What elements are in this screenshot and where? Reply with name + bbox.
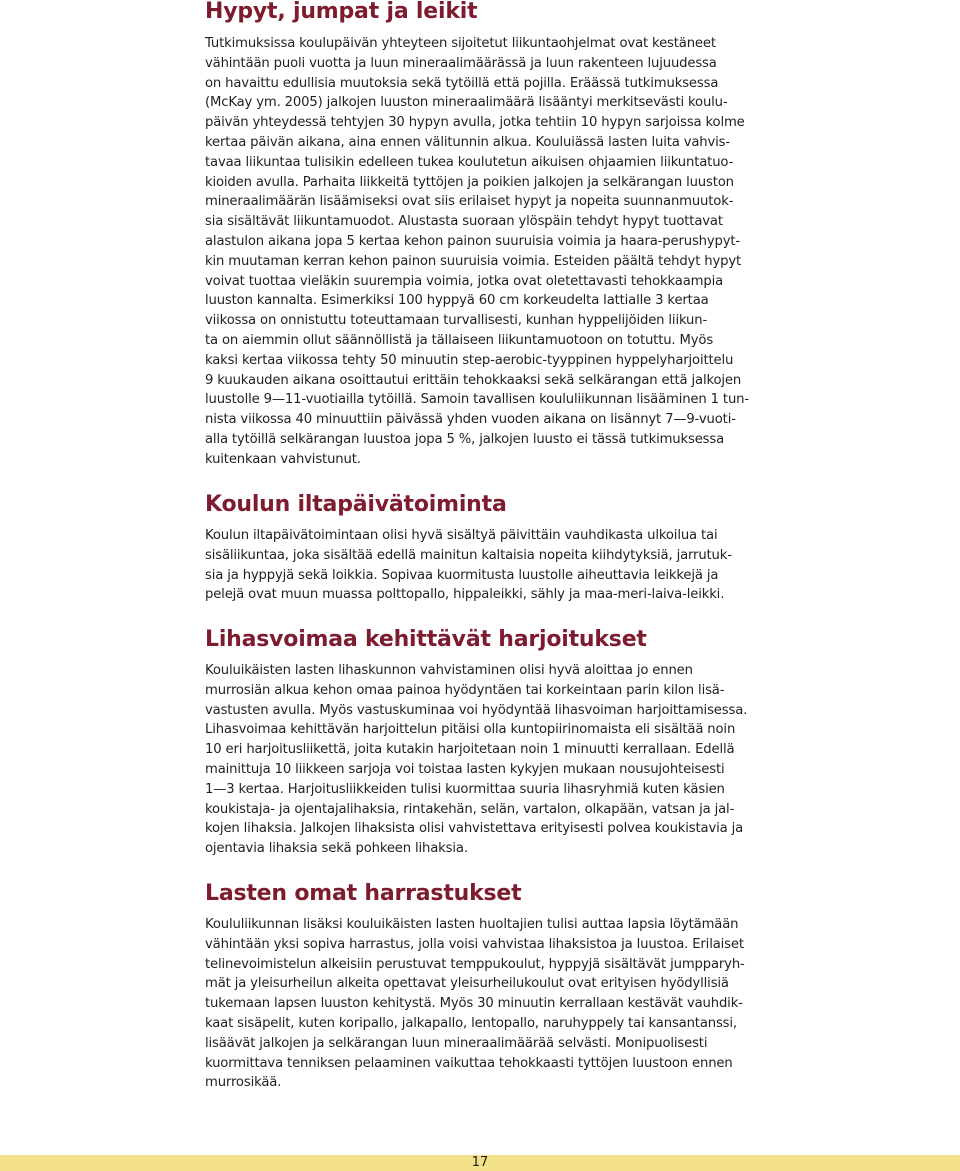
paragraph-line: mineraalimäärän lisäämiseksi ovat siis erilaiset hypyt ja nopeita suunnanmuutok- [205, 194, 734, 210]
section-body-harrastukset [205, 915, 745, 1093]
paragraph-line: kojen lihaksia. Jalkojen lihaksista olisi vahvistettava erityisesti polvea koukistavia ja [205, 821, 744, 837]
paragraph-line: (McKay ym. 2005) jalkojen luuston mineraalimäärä lisääntyi merkitsevästi koulu- [205, 95, 728, 111]
paragraph-line: telinevoimistelun alkeisiin perustuvat temppukoulut, hyppyjä sisältävät jumpparyh- [205, 956, 745, 972]
paragraph-line: Tutkimuksissa koulupäivän yhteyteen sijoitetut liikuntaohjelmat ovat kestäneet [205, 36, 716, 51]
paragraph-line: alastulon aikana jopa 5 kertaa kehon painon suuruisia voimia ja haara-perushypyt- [205, 233, 741, 249]
paragraph-line: vähintään puoli vuotta ja luun mineraalimäärässä ja luun rakenteen lujuudessa [205, 55, 717, 71]
paragraph-line: lisäävät jalkojen ja selkärangan luun mineraalimäärää selvästi. Monipuolisesti [205, 1035, 708, 1051]
paragraph-line: 1—3 kertaa. Harjoitusliikkeiden tulisi kuormittaa suuria lihasryhmiä kuten käsien [205, 781, 725, 797]
paragraph-line: vastusten avulla. Myös vastuskuminaa voi hyödyntää lihasvoiman harjoittamisessa. [205, 702, 748, 718]
paragraph-line: päivän yhteydessä tehtyjen 30 hypyn avulla, jotka tehtiin 10 hypyn sarjoissa kolme [205, 115, 745, 131]
paragraph-line: Lihasvoimaa kehittävän harjoittelun pitäisi olla kuntopiirinomaista eli sisältää noin [205, 722, 736, 738]
paragraph-line: 10 eri harjoitusliikettä, joita kutakin harjoitetaan noin 1 minuutti kerrallaan. Edellä [205, 742, 735, 758]
paragraph-line: Koulun iltapäivätoimintaan olisi hyvä sisältyä päivittäin vauhdikasta ulkoilua tai [205, 528, 718, 543]
paragraph-line: tukemaan lapsen luuston kehitystä. Myös 30 minuutin kerrallaan kestävät vauhdik- [205, 996, 743, 1012]
paragraph-line: sia ja hyppyjä sekä loikkia. Sopivaa kuormitusta luustolle aiheuttavia leikkejä ja [205, 567, 719, 583]
section-body-iltapaivatoiminta [205, 526, 732, 605]
paragraph-line: Kouluikäisten lasten lihaskunnon vahvistaminen olisi hyvä aloittaa jo ennen [205, 663, 693, 678]
paragraph-line: Koululiikunnan lisäksi kouluikäisten lasten huoltajien tulisi auttaa lapsia löytämään [205, 917, 739, 932]
paragraph-line: kin muutaman kerran kehon painon suuruisia voimia. Esteiden päältä tehdyt hypyt [205, 253, 742, 269]
paragraph-line: alla tytöillä selkärangan luustoa jopa 5 %, jalkojen luusto ei tässä tutkimuksessa [205, 431, 725, 447]
paragraph-line: voivat tuottaa vieläkin suurempia voimia, jotka ovat oletettavasti tehokkaampia [205, 273, 724, 289]
paragraph-line: kaksi kertaa viikossa tehty 50 minuutin step-aerobic-tyyppinen hyppelyharjoittelu [205, 352, 734, 368]
paragraph-line: kuitenkaan vahvistunut. [205, 451, 361, 467]
paragraph-line: ojentavia lihaksia sekä pohkeen lihaksia. [205, 841, 468, 857]
paragraph-line: ta on aiemmin ollut säännöllistä ja tällaiseen liikuntamuotoon on totuttu. Myös [205, 332, 714, 348]
paragraph-line: kaat sisäpelit, kuten koripallo, jalkapallo, lentopallo, naruhyppely tai kansantanssi, [205, 1015, 737, 1031]
section-heading-iltapaivatoiminta: Koulun iltapäivätoiminta [205, 492, 507, 517]
paragraph-line: kioiden avulla. Parhaita liikkeitä tyttöjen ja poikien jalkojen ja selkärangan luuston [205, 174, 734, 190]
section-heading-hypyt: Hypyt, jumpat ja leikit [205, 0, 478, 24]
section-heading-lihasvoima: Lihasvoimaa kehittävät harjoitukset [205, 627, 647, 652]
paragraph-line: nista viikossa 40 minuuttiin päivässä yhden vuoden aikana on lisännyt 7—9-vuoti- [205, 412, 736, 428]
paragraph-line: on havaittu edullisia muutoksia sekä tytöillä että pojilla. Eräässä tutkimuksessa [205, 75, 719, 91]
paragraph-line: luuston kannalta. Esimerkiksi 100 hyppyä 60 cm korkeudelta lattialle 3 kertaa [205, 293, 709, 309]
paragraph-line: sisäliikuntaa, joka sisältää edellä mainitun kaltaisia nopeita kiihdytyksiä, jarrutuk- [205, 547, 732, 563]
page-number: 17 [471, 1155, 489, 1170]
paragraph-line: pelejä ovat muun muassa polttopallo, hippaleikki, sähly ja maa-meri-laiva-leikki. [205, 587, 725, 603]
paragraph-line: mät ja yleisurheilun alkeita opettavat yleisurheilukoulut ovat erityisen hyödyllisiä [205, 976, 729, 992]
paragraph-line: 9 kuukauden aikana osoittautui erittäin tehokkaaksi sekä selkärangan että jalkojen [205, 372, 742, 388]
paragraph-line: murrosiän alkua kehon omaa painoa hyödyntäen tai korkeintaan parin kilon lisä- [205, 682, 725, 698]
paragraph-line: koukistaja- ja ojentajalihaksia, rintakehän, selän, vartalon, olkapään, vatsan ja jal- [205, 801, 735, 817]
section-body-lihasvoima [205, 661, 747, 859]
paragraph-line: luustolle 9—11-vuotiailla tytöillä. Samoin tavallisen koululiikunnan lisääminen 1 tun- [205, 392, 749, 408]
paragraph-line: sia sisältävät liikuntamuodot. Alustasta suoraan ylöspäin tehdyt hypyt tuottavat [205, 214, 723, 230]
section-body-hypyt [205, 34, 749, 470]
paragraph-line: mainittuja 10 liikkeen sarjoja voi toistaa lasten kykyjen mukaan nousujohteisesti [205, 761, 725, 777]
section-heading-harrastukset: Lasten omat harrastukset [205, 881, 522, 906]
paragraph-line: kertaa päivän aikana, aina ennen välitunnin alkua. Kouluiässä lasten luita vahvis- [205, 134, 730, 150]
paragraph-line: vähintään yksi sopiva harrastus, jolla voisi vahvistaa lihaksistoa ja luustoa. Erilaiset [205, 936, 744, 952]
paragraph-line: kuormittava tenniksen pelaaminen vaikuttaa tehokkaasti tyttöjen luustoon ennen [205, 1055, 733, 1071]
paragraph-line: tavaa liikuntaa tulisikin edelleen tukea koulutetun aikuisen ohjaamien liikuntatuo- [205, 154, 734, 170]
paragraph-line: viikossa on onnistuttu toteuttamaan turvallisesti, kunhan hyppelijöiden liikun- [205, 313, 708, 329]
paragraph-line: murrosikää. [205, 1075, 282, 1091]
